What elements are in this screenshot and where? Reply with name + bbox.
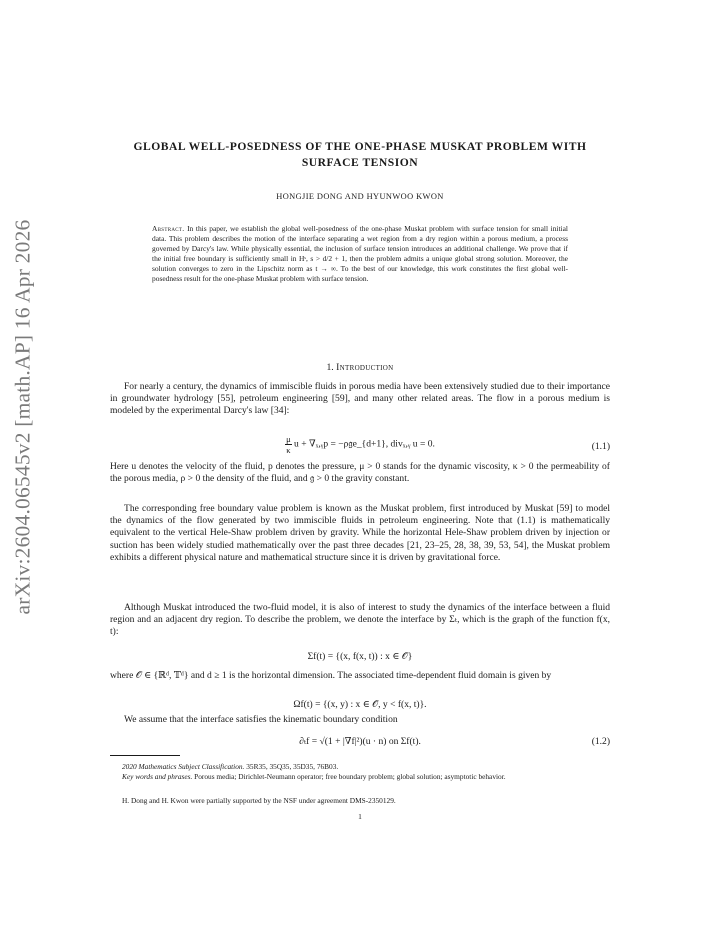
- paragraph-muskat: The corresponding free boundary value problem is known as the Muskat problem, first introduced by Muskat [59] to model the dynamics of the flow generated by two immiscible fluids in petroleum engineering. Note that (1.1) is mathematically equivalent to the vertical Hele-Shaw problem driven by gravity. While the horizontal Hele-Shaw problem driven by injection or suction has been widely studied mathematically over the past three decades [21, 23–25, 28, 38, 39, 53, 54], the Muskat problem exhibits a different physical nature and mathematical structure since it is driven by gravitational force.: [110, 503, 610, 563]
- paper-title: GLOBAL WELL-POSEDNESS OF THE ONE-PHASE MUSKAT PROBLEM WITH SURFACE TENSION: [133, 140, 587, 169]
- paragraph-interface: Although Muskat introduced the two-fluid model, it is also of interest to study the dynamics of the interface between a fluid region and an adjacent dry region. To describe the problem, we denote the interface by Σₜ, which is the graph of the function f(x, t):: [110, 602, 610, 638]
- footnote-funding: H. Dong and H. Kwon were partially supported by the NSF under agreement DMS-2350129.: [122, 796, 396, 805]
- paragraph-domain: where 𝒪 ∈ {ℝᵈ, 𝕋ᵈ} and d ≥ 1 is the horizontal dimension. The associated time-dependent fluid domain is given by: [110, 670, 552, 681]
- abstract: [152, 224, 568, 284]
- footnote-keywords: Key words and phrases. Porous media; Dirichlet-Neumann operator; free boundary problem; global solution; asymptotic behavior.: [122, 772, 506, 781]
- paragraph-variables: Here u denotes the velocity of the fluid, p denotes the pressure, μ > 0 stands for the dynamic viscosity, κ > 0 the permeability of the porous media, ρ > 0 the density of the fluid, and 𝔤 > 0 the gravity constant.: [110, 461, 610, 485]
- eq1-fraction: $\frac{\mu}{\kappa}$: [286, 434, 291, 455]
- footnote-rule: [110, 755, 180, 756]
- arxiv-stamp: arXiv:2604.06545v2 [math.AP] 16 Apr 2026: [10, 219, 35, 615]
- page-number: 1: [358, 812, 362, 821]
- eq2-number: (1.2): [591, 736, 610, 747]
- section-heading: 1. Introduction: [326, 362, 394, 373]
- eq1-number: (1.1): [591, 441, 610, 452]
- footnote-msc: 2020 Mathematics Subject Classification. 35R35, 35Q35, 35D35, 76B03.: [122, 762, 339, 771]
- equation-1-1: $\frac{\mu}{\kappa}$ u + ∇ₓ,ᵧp = −ρ𝔤e_{d+1}, divₓ,ᵧ u = 0. (1.1): [286, 434, 610, 455]
- abstract-text: In this paper, we establish the global well-posedness of the one-phase Muskat problem with surface tension for small initial data. This problem describes the motion of the interface separating a wet region from a dry region within a porous medium, a process governed by Darcy's law. While physically essential, the inclusion of surface tension introduces an additional challenge. We prove that if the initial free boundary is sufficiently small in Hˢ, s > d/2 + 1, then the problem admits a unique global strong solution. Moreover, the solution converges to zero in the Lipschitz norm as t → ∞. To the best of our knowledge, this work constitutes the first global well-posedness result for the one-phase Muskat problem with surface tension.: [152, 224, 568, 284]
- paragraph-intro: For nearly a century, the dynamics of immiscible fluids in porous media have been extensively studied due to their importance in groundwater hydrology [55], petroleum engineering [59], and many other related areas. The flow in a porous medium is modeled by the experimental Darcy's law [34]:: [110, 381, 610, 417]
- abstract-label: Abstract.: [152, 224, 185, 233]
- paragraph-kinematic: We assume that the interface satisfies the kinematic boundary condition: [124, 714, 398, 725]
- authors: HONGJIE DONG AND HYUNWOO KWON: [276, 192, 444, 201]
